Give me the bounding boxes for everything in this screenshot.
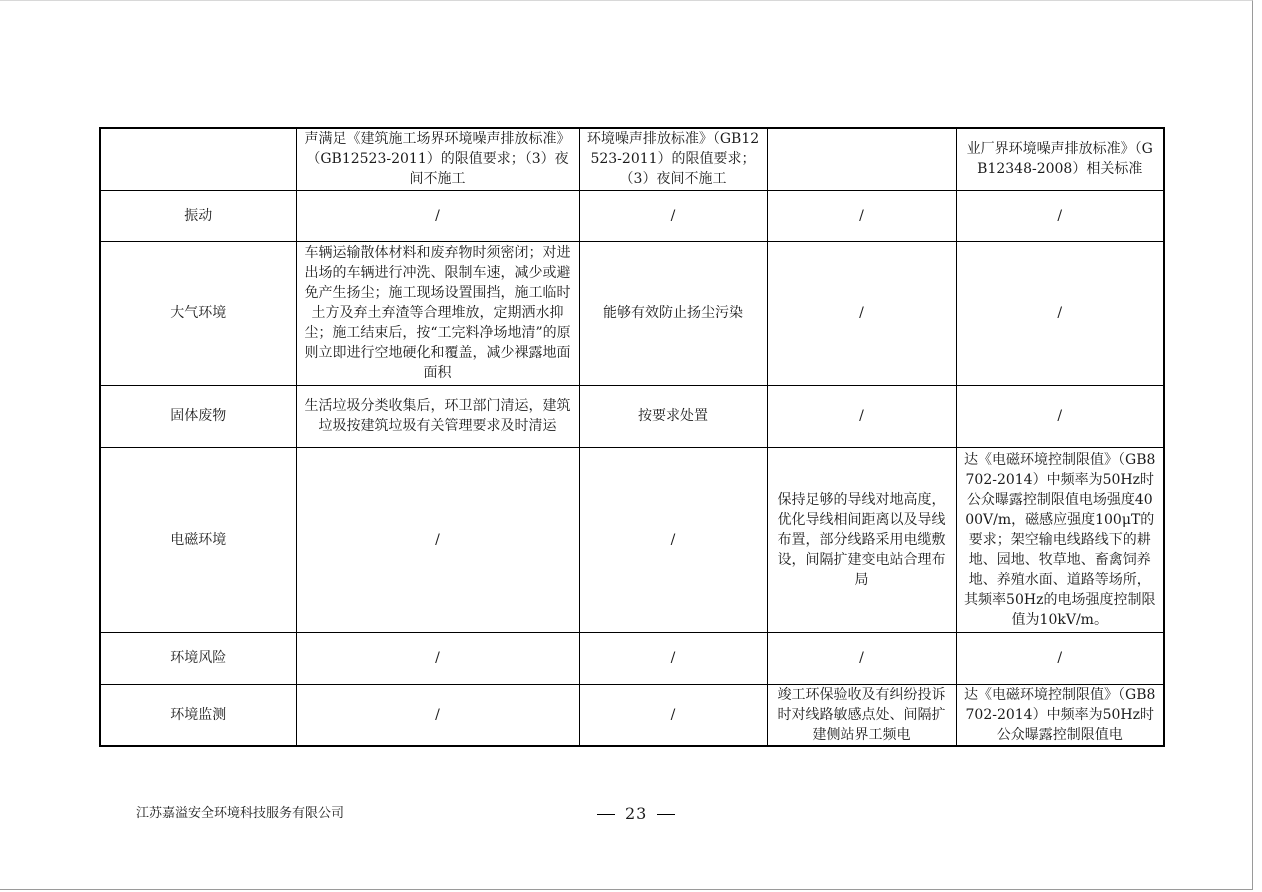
construction-effect-cell: / — [579, 632, 767, 684]
operation-effect-cell: / — [956, 190, 1164, 241]
operation-measure-cell: / — [767, 632, 956, 684]
measures-table — [99, 127, 1165, 747]
construction-measure-cell: / — [296, 190, 579, 241]
construction-measure-cell: / — [296, 684, 579, 746]
construction-measure-cell: / — [296, 447, 579, 632]
table-row-monitoring — [100, 684, 1164, 746]
operation-measure-cell — [767, 128, 956, 190]
category-cell: 振动 — [100, 190, 296, 241]
table-row-noise-continued — [100, 128, 1164, 190]
page-number-dash-left — [597, 814, 615, 815]
operation-effect-cell: / — [956, 241, 1164, 385]
construction-effect-cell: / — [579, 190, 767, 241]
table-row-risk — [100, 632, 1164, 684]
category-cell — [100, 128, 296, 190]
table-row-solid-waste — [100, 385, 1164, 447]
operation-effect-cell: 达《电磁环境控制限值》（GB8702-2014）中频率为50Hz时公众曝露控制限值电场强度4000V/m，磁感应强度100μT的要求；架空输电线路线下的耕地、园地、牧草地、畜禽饲养地、养殖水面、道路等场所，其频率50Hz的电场强度控制限值为10kV/m。 — [956, 447, 1164, 632]
category-cell: 环境风险 — [100, 632, 296, 684]
table-row-vibration — [100, 190, 1164, 241]
category-cell: 大气环境 — [100, 241, 296, 385]
operation-measure-cell: 竣工环保验收及有纠纷投诉时对线路敏感点处、间隔扩建侧站界工频电 — [767, 684, 956, 746]
table-row-air — [100, 241, 1164, 385]
construction-measure-cell: / — [296, 632, 579, 684]
page-number-dash-right — [657, 814, 675, 815]
construction-effect-cell: 环境噪声排放标准》（GB12523-2011）的限值要求；（3）夜间不施工 — [579, 128, 767, 190]
construction-effect-cell: / — [579, 684, 767, 746]
footer-company-name: 江苏嘉溢安全环境科技服务有限公司 — [136, 806, 345, 821]
operation-measure-cell: / — [767, 241, 956, 385]
operation-measure-cell: 保持足够的导线对地高度，优化导线相间距离以及导线布置，部分线路采用电缆敷设，间隔扩建变电站合理布局 — [767, 447, 956, 632]
construction-measure-cell: 车辆运输散体材料和废弃物时须密闭；对进出场的车辆进行冲洗、限制车速，减少或避免产生扬尘；施工现场设置围挡，施工临时土方及弃土弃渣等合理堆放，定期洒水抑尘；施工结束后，按“工完料净场地清”的原则立即进行空地硬化和覆盖，减少裸露地面面积 — [296, 241, 579, 385]
operation-effect-cell: 达《电磁环境控制限值》（GB8702-2014）中频率为50Hz时公众曝露控制限值电 — [956, 684, 1164, 746]
page-number — [587, 804, 685, 823]
construction-effect-cell: 按要求处置 — [579, 385, 767, 447]
operation-measure-cell: / — [767, 190, 956, 241]
operation-effect-cell: / — [956, 385, 1164, 447]
construction-effect-cell: 能够有效防止扬尘污染 — [579, 241, 767, 385]
construction-effect-cell: / — [579, 447, 767, 632]
operation-effect-cell: / — [956, 632, 1164, 684]
category-cell: 环境监测 — [100, 684, 296, 746]
operation-measure-cell: / — [767, 385, 956, 447]
category-cell: 固体废物 — [100, 385, 296, 447]
page-number-value: 23 — [625, 804, 648, 823]
operation-effect-cell: 业厂界环境噪声排放标准》（GB12348-2008）相关标准 — [956, 128, 1164, 190]
category-cell: 电磁环境 — [100, 447, 296, 632]
table-row-electromagnetic — [100, 447, 1164, 632]
construction-measure-cell: 声满足《建筑施工场界环境噪声排放标准》（GB12523-2011）的限值要求；（3）夜间不施工 — [296, 128, 579, 190]
construction-measure-cell: 生活垃圾分类收集后，环卫部门清运，建筑垃圾按建筑垃圾有关管理要求及时清运 — [296, 385, 579, 447]
